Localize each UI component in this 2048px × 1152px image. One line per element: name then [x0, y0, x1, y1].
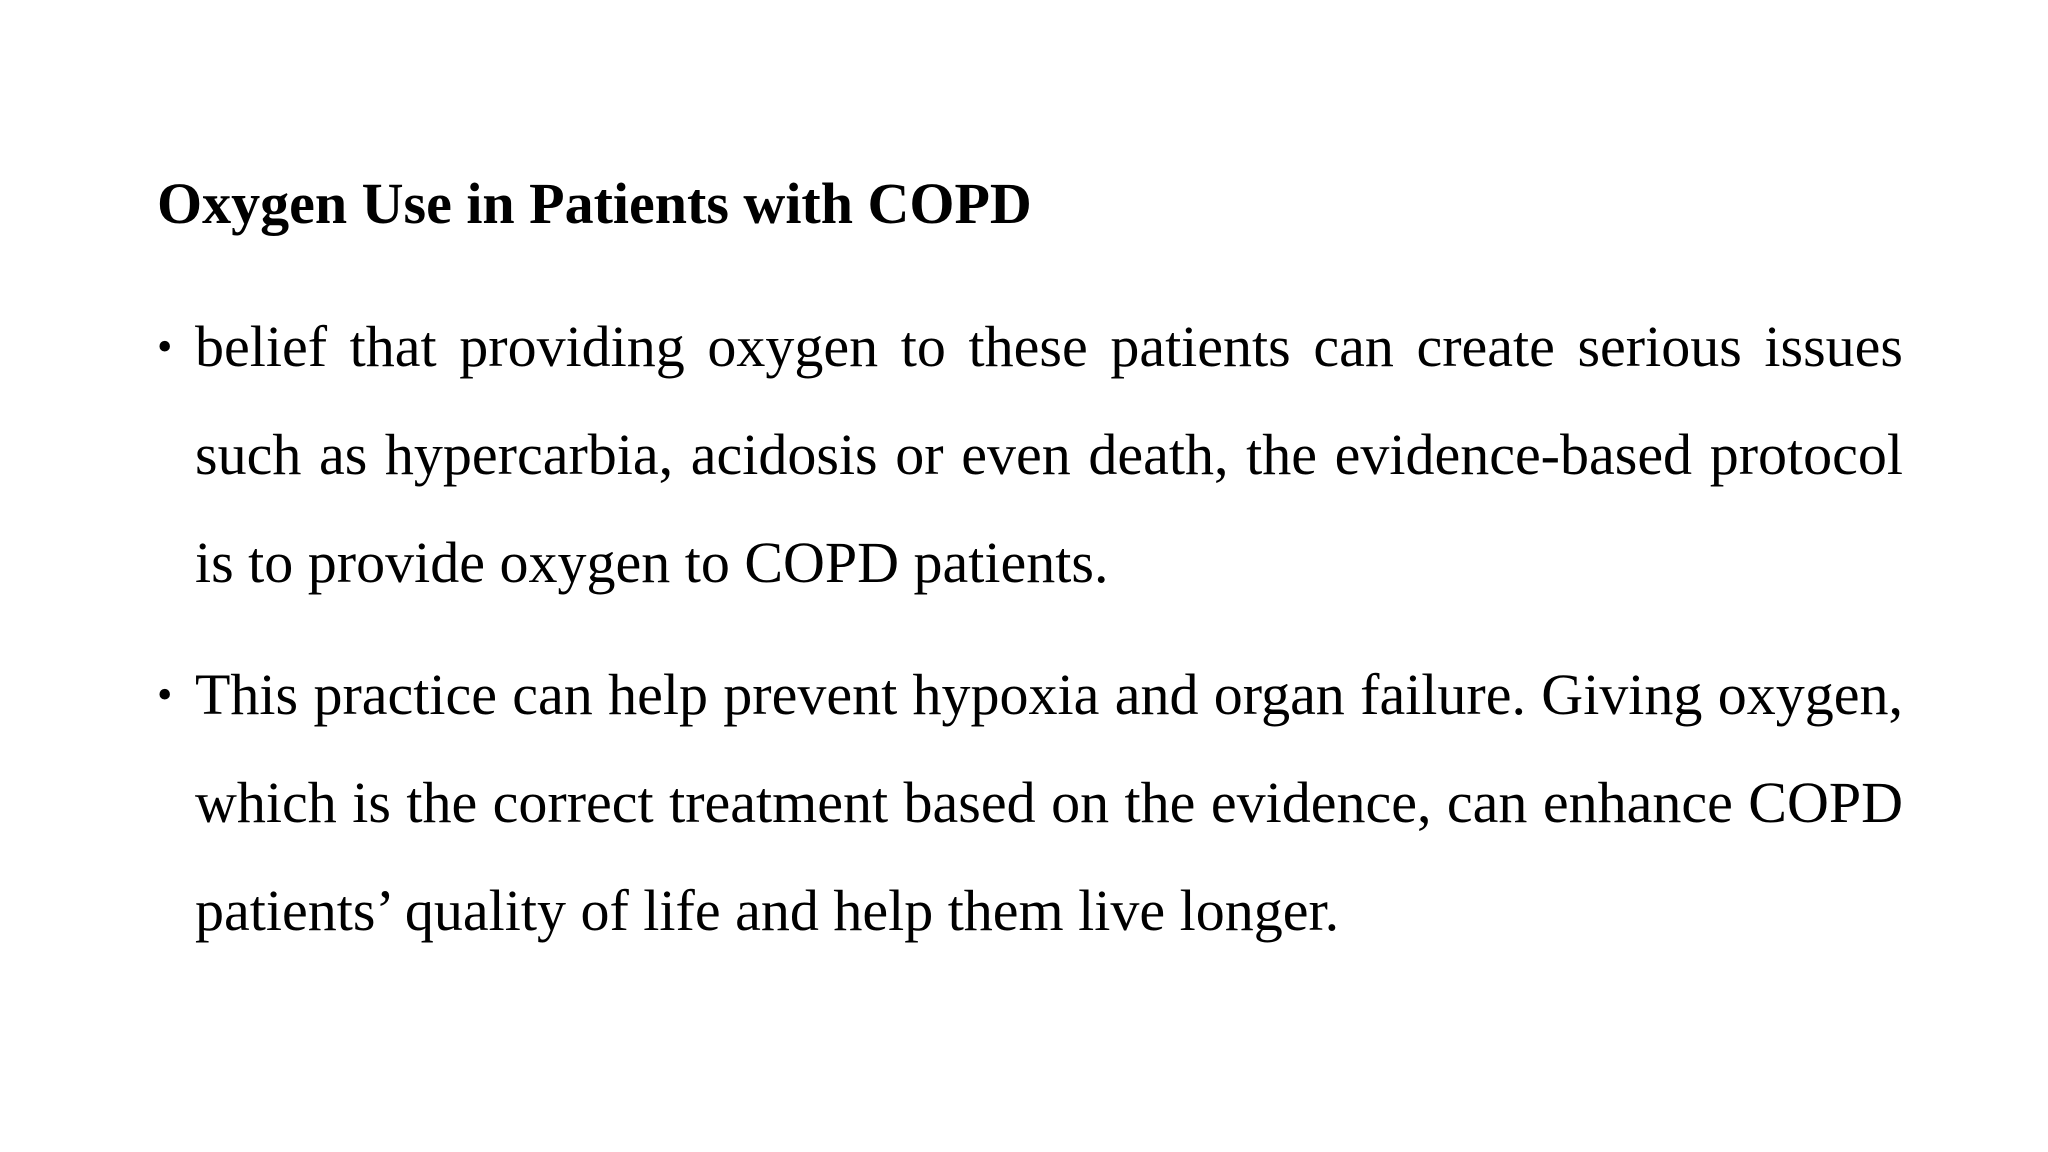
bullet-list — [157, 293, 1903, 965]
bullet-marker: • — [157, 322, 173, 371]
bullet-text: This practice can help prevent hypoxia and organ failure. Giving oxygen, which is the correct treatment based on the evidence, can enhance COPD patients’ quality of life and help them live longer. — [195, 662, 1903, 943]
bullet-item — [157, 293, 1903, 617]
bullet-item — [157, 641, 1903, 965]
bullet-text: belief that providing oxygen to these patients can create serious issues such as hypercarbia, acidosis or even death, the evidence-based protocol is to provide oxygen to COPD patients. — [195, 314, 1903, 595]
slide-title: Oxygen Use in Patients with COPD — [157, 171, 1032, 236]
bullet-marker: • — [157, 670, 173, 719]
